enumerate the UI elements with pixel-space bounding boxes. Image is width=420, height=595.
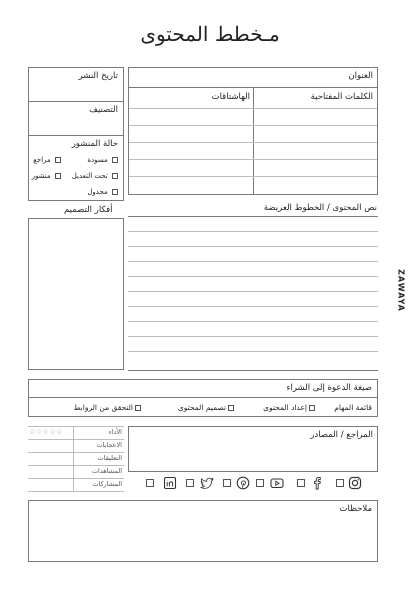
comments-label: التعليقات <box>97 454 122 462</box>
likes-label: الاعجابات <box>96 441 122 449</box>
content-text-label: نص المحتوى / الخطوط العريضة <box>263 203 377 213</box>
youtube-icon[interactable] <box>270 476 284 490</box>
cta-title: صيغة الدعوة إلى الشراء <box>286 383 372 393</box>
design-ideas-label: أفكار التصميم <box>64 205 113 215</box>
design-ideas-area[interactable] <box>28 218 124 370</box>
task-prepare-content[interactable]: إعداد المحتوى <box>263 403 315 412</box>
rating-stars[interactable]: ☆☆☆☆☆ <box>29 428 63 436</box>
checkbox-icon[interactable] <box>228 405 234 411</box>
info-panel <box>28 67 124 201</box>
status-editing-option[interactable]: تحت التعديل <box>72 172 118 180</box>
brand-text: ZAWAYA <box>396 269 406 312</box>
references-label: المراجع / المصادر <box>310 430 373 440</box>
shares-label: المشاركات <box>92 480 122 488</box>
task-list-label: قائمة المهام <box>334 403 372 412</box>
references-panel[interactable] <box>128 426 378 472</box>
pinterest-checkbox[interactable] <box>223 479 231 487</box>
checkbox-icon[interactable] <box>112 173 118 179</box>
linkedin-icon[interactable] <box>163 476 177 490</box>
checkbox-icon[interactable] <box>55 157 61 163</box>
task-check-links[interactable]: التحقق من الروابط <box>74 403 141 412</box>
pinterest-icon[interactable] <box>236 476 250 490</box>
performance-table <box>28 426 124 492</box>
checkbox-icon[interactable] <box>309 405 315 411</box>
status-published-option[interactable]: منشور <box>32 172 61 180</box>
keywords-label: الكلمات المفتاحية <box>310 92 373 102</box>
facebook-icon[interactable] <box>310 476 324 490</box>
cta-panel <box>28 379 378 417</box>
instagram-checkbox[interactable] <box>336 479 344 487</box>
hashtags-label: الهاشتاقات <box>211 92 250 102</box>
linkedin-checkbox[interactable] <box>146 479 154 487</box>
instagram-icon[interactable] <box>348 476 362 490</box>
publish-date-label: تاريخ النشر <box>78 71 118 81</box>
notes-label: ملاحظات <box>339 504 372 514</box>
category-label: التصنيف <box>89 105 118 115</box>
post-status-label: حالة المنشور <box>71 139 118 149</box>
twitter-checkbox[interactable] <box>186 479 194 487</box>
headline-label: العنوان <box>348 71 373 81</box>
checkbox-icon[interactable] <box>112 157 118 163</box>
content-lines[interactable] <box>128 216 378 372</box>
performance-label: الأداء <box>108 428 122 436</box>
twitter-icon[interactable] <box>200 476 214 490</box>
task-design-content[interactable]: تصميم المحتوى <box>178 403 234 412</box>
checkbox-icon[interactable] <box>55 173 61 179</box>
notes-panel[interactable] <box>28 500 378 562</box>
views-label: المشاهدات <box>91 467 122 475</box>
status-draft-option[interactable]: مسودة <box>87 156 118 164</box>
checkbox-icon[interactable] <box>112 189 118 195</box>
status-scheduled-option[interactable]: مجدول <box>87 188 118 196</box>
facebook-checkbox[interactable] <box>297 479 305 487</box>
youtube-checkbox[interactable] <box>256 479 264 487</box>
checkbox-icon[interactable] <box>135 405 141 411</box>
status-reviewed-option[interactable]: مراجع <box>33 156 61 164</box>
headline-panel <box>128 67 378 195</box>
page-title: مـخطط المحتوى <box>140 22 280 46</box>
brand-logo <box>391 262 411 322</box>
